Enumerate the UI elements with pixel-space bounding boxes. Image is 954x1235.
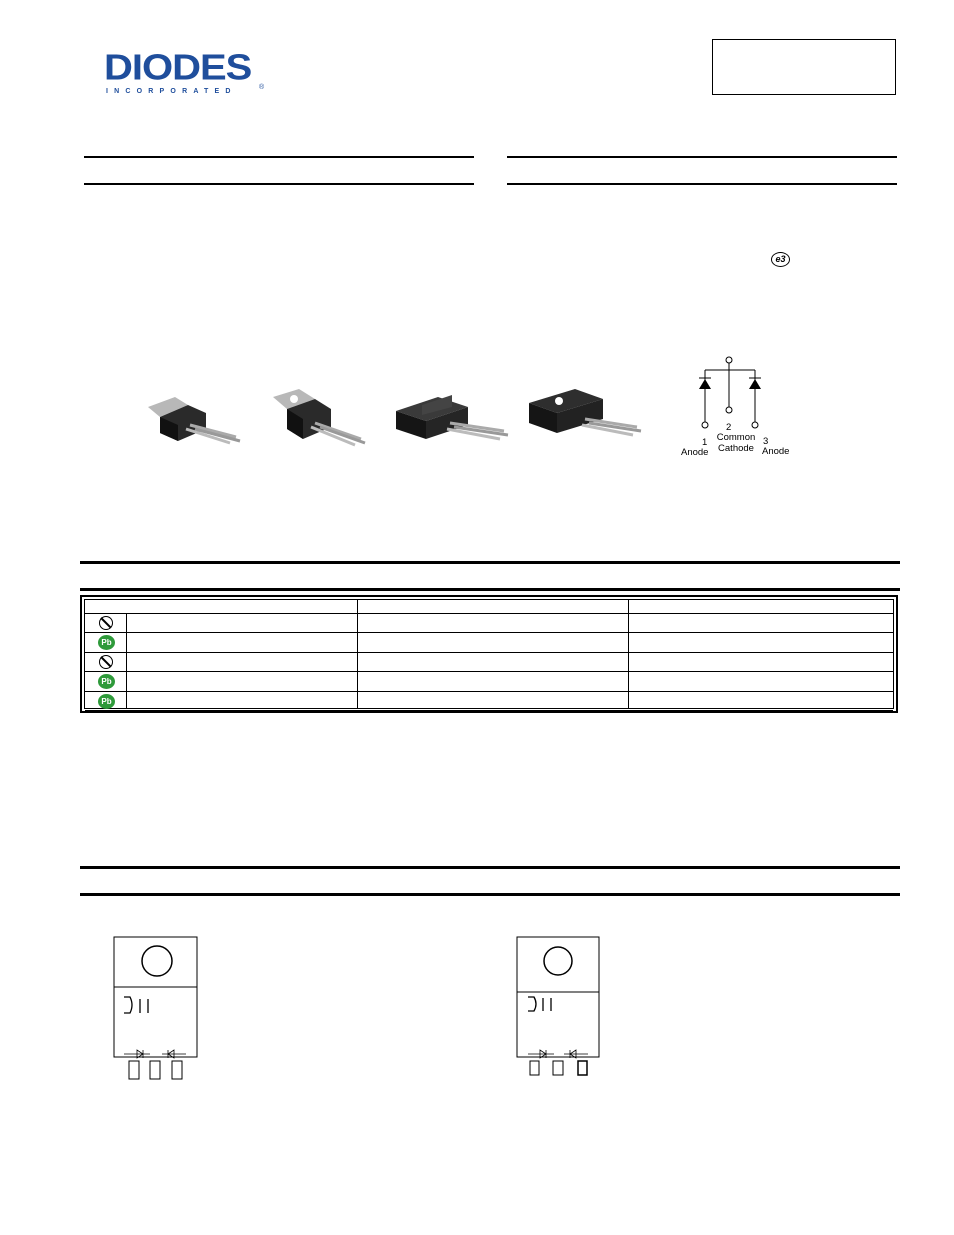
table-row xyxy=(85,653,893,672)
package-to220-hole-image xyxy=(265,385,375,455)
no-symbol-icon xyxy=(99,655,113,669)
pin2-label: Common Cathode xyxy=(716,432,756,454)
pin3-label: Anode xyxy=(762,446,790,457)
pb-free-icon: Pb xyxy=(98,694,115,709)
pin2-number: 2 xyxy=(726,422,732,433)
pin3-number: 3 xyxy=(763,436,769,447)
ordering-table xyxy=(80,595,898,713)
pb-free-icon: Pb xyxy=(98,635,115,650)
section-rule-right-top xyxy=(507,156,897,158)
brand-logo: DIODES xyxy=(104,48,252,88)
table-col-sep xyxy=(357,600,358,708)
pin1-label: Anode xyxy=(681,447,709,458)
ordering-rule-bottom xyxy=(80,588,900,591)
marking-diagram-ito220 xyxy=(512,935,607,1085)
table-col-sep xyxy=(126,614,127,708)
brand-tagline: INCORPORATED xyxy=(106,88,237,95)
section-rule-right-bottom xyxy=(507,183,897,185)
part-number-box xyxy=(712,39,896,95)
marking-rule-top xyxy=(80,866,900,869)
section-rule-left-top xyxy=(84,156,474,158)
no-symbol-icon xyxy=(99,616,113,630)
package-ito220-image xyxy=(392,385,512,455)
ordering-rule-top xyxy=(80,561,900,564)
table-header-row xyxy=(85,600,893,614)
e3-compliance-icon: e3 xyxy=(771,252,790,267)
marking-rule-bottom xyxy=(80,893,900,896)
package-to220-image xyxy=(140,385,250,455)
section-rule-left-bottom xyxy=(84,183,474,185)
package-ito220-hole-image xyxy=(525,385,645,455)
marking-diagram-to220 xyxy=(110,935,205,1085)
table-col-sep xyxy=(628,600,629,708)
registered-mark: ® xyxy=(259,84,265,91)
pin-schematic xyxy=(670,352,810,432)
table-row xyxy=(85,692,893,711)
table-row xyxy=(85,672,893,692)
pb-free-icon: Pb xyxy=(98,674,115,689)
table-row xyxy=(85,633,893,653)
table-row xyxy=(85,614,893,633)
pin1-number: 1 xyxy=(702,437,708,448)
